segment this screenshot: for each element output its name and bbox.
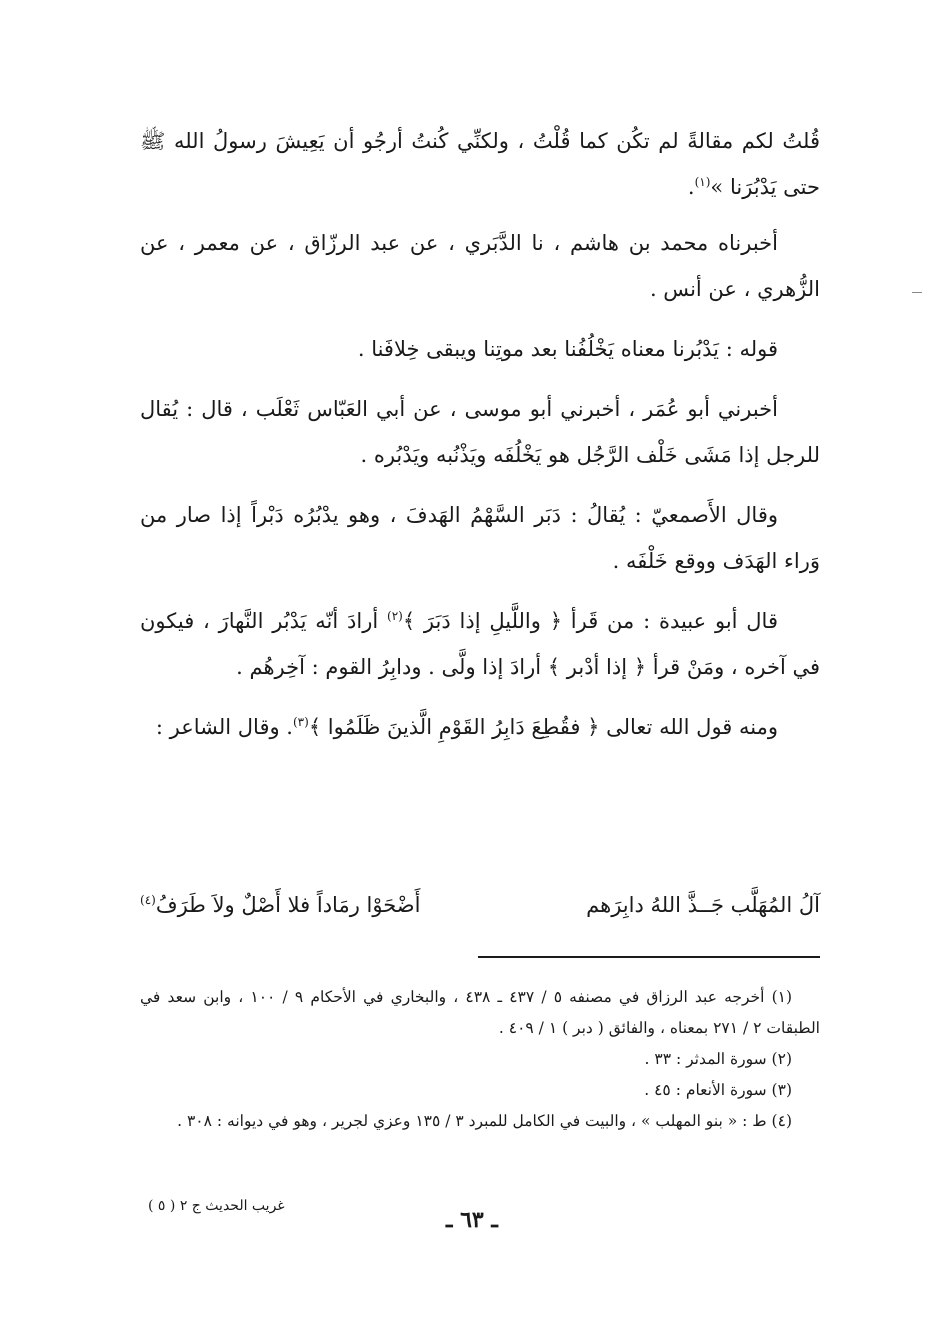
footnote-ref-1[interactable]: (١) [694,175,711,189]
verse-second-hemistich-wrap [140,882,420,928]
paragraph-4-text: أخبرني أبو عُمَر ، أخبرني أبو موسى ، عن أبي العَبّاس ثَعْلَب ، قال : يُقال للرجل إذا مَشَى خَلْف الرَّجُل هو يَخْلُفَه ويَذْنُبه ويَدْبُره . [140,397,820,467]
paragraph-5 [140,492,820,584]
paragraph-4 [140,386,820,478]
paragraph-2 [140,220,820,312]
paragraph-6 [140,598,820,690]
paragraph-7-tail: . وقال الشاعر : [155,715,293,739]
footnote-ref-2[interactable]: (٢) [387,609,403,623]
paragraph-5-text: وقال الأَصمعيّ : يُقالُ : دَبَر السَّهْمُ الهَدفَ ، وهو يدْبُرُه دَبْراً إذا صار من وَراء الهَدَف ووقع خَلْفَه . [140,503,820,573]
footnote-4: (٤) ط : « بنو المهلب » ، والبيت في الكامل للمبرد ٣ / ١٣٥ وعزي لجرير ، وهو في ديوانه : ٣٠٨ . [177,1112,792,1130]
page-number: ـ ٦٣ ـ [446,1207,498,1233]
paragraph-2-text: أخبرناه محمد بن هاشم ، نا الدَّبَري ، عن عبد الرزّاق ، عن معمر ، عن الزُّهري ، عن أنس . [140,231,820,301]
poetry-verse [140,882,820,928]
paragraph-7 [140,704,820,750]
verse-second-hemistich: أَضْحَوْا رمَاداً فلا أَصْلٌ ولاَ طَرَفُ [155,893,421,917]
paragraph-1-text: قُلتُ لكم مقالةً لم تكُن كما قُلْتُ ، ولكنِّي كُنتُ أرجُو أن يَعِيشَ رسولُ الله ﷺ حتى يَدْبُرَنا » [140,129,820,199]
margin-mark [912,292,922,293]
paragraph-1-tail: . [687,175,695,199]
verse-first-hemistich: آلُ المُهَلَّب جَــذَّ اللهُ دابِرَهم [586,893,820,917]
paragraph-1 [140,118,820,210]
footnote-ref-3[interactable]: (٣) [292,715,309,729]
footnote-ref-4[interactable]: (٤) [140,893,156,907]
footnote-1: (١) أخرجه عبد الرزاق في مصنفه ٥ / ٤٣٧ ـ ٤٣٨ ، والبخاري في الأحكام ٩ / ١٠٠ ، وابن سعد في الطبقات ٢ / ٢٧١ بمعناه ، والفائق ( دبر ) ١ / ٤٠٩ . [140,988,820,1037]
running-title: غريب الحديث ج ٢ ( ٥ ) [148,1198,285,1214]
paragraph-6-tail: أرادَ أنّه يَدْبُر النَّهارَ ، فيكون في آخره ، ومَنْ قرأ ﴿ إذا أدْبر ﴾ أرادَ إذا ولَّى . ودابِرُ القوم : آخِرهُم . [140,609,820,679]
footnote-3: (٣) سورة الأنعام : ٤٥ . [644,1081,792,1099]
paragraph-3 [140,326,820,372]
paragraph-3-text: قوله : يَدْبُرنا معناه يَخْلُفُنا بعد موتِنا ويبقى خِلافَنا . [357,337,778,361]
paragraph-6-text: قال أبو عبيدة : من قَرأ ﴿ واللَّيلِ إذا دَبَرَ ﴾ [402,609,778,633]
footnote-divider [478,956,820,958]
main-text [140,118,820,750]
footnote-2: (٢) سورة المدثر : ٣٣ . [644,1050,792,1068]
footnotes [140,982,820,1137]
paragraph-7-text: ومنه قول الله تعالى ﴿ فقُطِعَ دَابِرُ القَوْمِ الَّذينَ ظَلَمُوا ﴾ [308,715,778,739]
